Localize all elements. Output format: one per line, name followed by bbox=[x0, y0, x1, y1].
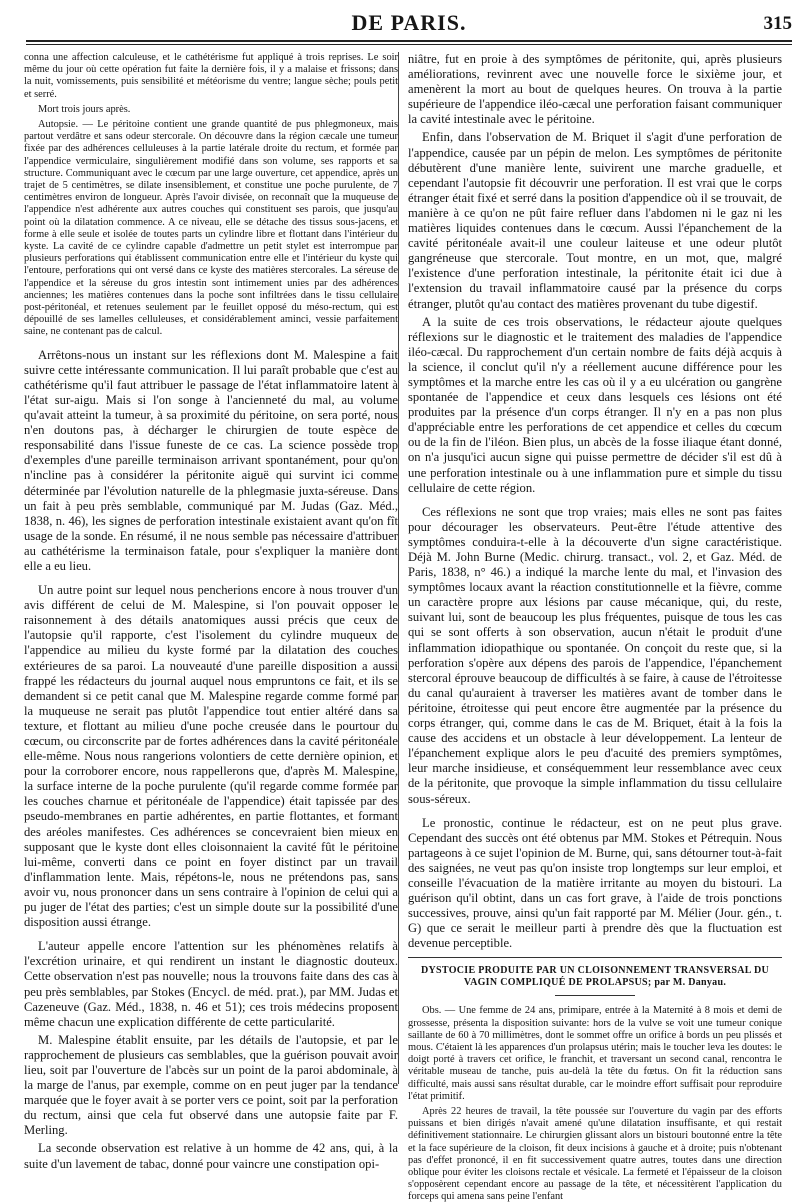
paragraph: niâtre, fut en proie à des symptômes de péritonite, qui, après plusieurs améliorations, revinrent avec une nouvelle force le sixième jour, et amenèrent la mort au bout de quelques heures. On trouva à la partie supérieure de l'appendice iléo-cæcal une perforation faisant communiquer la cavité intestinale avec le péritoine. bbox=[408, 52, 782, 127]
header-rule-thin bbox=[26, 44, 792, 45]
paragraph: Ces réflexions ne sont que trop vraies; mais elles ne sont pas faites pour décourager les observateurs. Peut-être l'étude attentive des symptômes conduira-t-elle à la découverte d'un signe caractéristique. Déjà M. John Burne (Medic. chirurg. transact., vol. 2, et Gaz. Méd. de Paris, 1838, n° 46.) a indiqué la marche lente du mal, et l'invasion des symptômes locaux avant la réaction constitutionnelle et la fièvre, comme un caractère propre aux lésions par cause mécanique, qui, du reste, suivant lui, sont de beaucoup les plus fréquentes, puisque de tous les cas qui se sont offerts à son observation, aucun n'était le produit d'une inflammation idiopathique ou spontanée. On conçoit du reste que, si la perforation s'opère aux dépens des parois de l'appendice, l'épanchement stercoral éprouve beaucoup de difficultés à se faire, à cause de l'étroitesse du canal qu'auraient à traverser les matières avant de tomber dans le péritoine, étroitesse qui peut encore être augmentée par la présence du corps étranger, qui, comme dans le cas de M. Briquet, était à la fois la cause des accidens et un obstacle à leur développement. La lenteur de l'épanchement explique alors le peu d'acuité des premiers symptômes, leur marche insidieuse, et conséquemment leur ressemblance avec ceux de la péritonite, que provoque la simple inflammation du tissu cellulaire sous-séreux. bbox=[408, 504, 782, 806]
paragraph: M. Malespine établit ensuite, par les détails de l'autopsie, et par le rapprochement de plusieurs cas semblables, que la guérison pouvait avoir lieu, soit par l'ouverture de l'abcès sur un point de la paroi abdominale, à la marge de l'anus, par exemple, comme on en peut juger par la tendance marquée que le foyer avait à se porter vers ce point, soit par la perforation du rectum, ainsi que cela fut observé dans une autopsie faite par F. Merling. bbox=[24, 1032, 398, 1138]
section-heading: DYSTOCIE PRODUITE PAR UN CLOISONNEMENT TRANSVERSAL DU VAGIN COMPLIQUÉ DE PROLAPSUS; par M. Danyau. bbox=[421, 965, 769, 989]
paragraph: Un autre point sur lequel nous pencherions encore à nous trouver d'un avis différent de celui de M. Malespine, si l'on pouvait opposer le raisonnement à des détails anatomiques aussi précis que ceux de l'autopsie qu'il rapporte, c'est l'isolement du cylindre muqueux de l'appendice au milieu du kyste formé par la dilatation des couches extérieures de sa paroi. La nouveauté d'une pareille disposition a aussi frappé les rédacteurs du journal auquel nous empruntons ce fait, et ils se demandent si ce petit canal que M. Malespine regarde comme formé par la muqueuse ne serait pas plutôt l'appendice tout entier altéré dans sa texture, et flottant au milieu d'une poche creusée dans le pourtour du cœcum, ou circonscrite par de fortes adhérences dans la cavité péritonéale elle-même. Nous nous rangerions volontiers de cette dernière opinion, et pour la corroborer encore, nous rappellerons que, d'après M. Malespine, la surface interne de la poche purulente (qu'il regarde comme formée par les couches charnue et péritonéale de l'appendice) était tapissée par des pseudo-membranes en partie adhérentes, en partie flottantes, et formant des aréoles manifestes. Ces adhérences se concevraient bien mieux en supposant que le kyste dont elles cloisonnaient la cavité fût le péritoine lui-même, converti dans ce point en foyer distinct par un travail d'inflammation lente. Mais, répétons-le, nous ne prétendons pas, sans avoir vu, nous prononcer dans un sens contraire à l'opinion de celui qui a pu juger de l'état des parties; c'est un simple doute sur la possibilité d'une disposition aussi étrange. bbox=[24, 583, 398, 930]
paragraph: L'auteur appelle encore l'attention sur les phénomènes relatifs à l'excrétion urinaire, et qui rendirent un instant le diagnostic douteux. Cette observation n'est pas nouvelle; nous la trouvons faite dans des cas à peu près semblables, par Stokes (Encycl. de méd. prat.), par MM. Judas et Cazeneuve (Gaz. Méd., 1838, n. 46 et 51); ces trois médecins proposent même chacun une explication différente de cette particularité. bbox=[24, 939, 398, 1029]
observation-paragraph: Obs. — Une femme de 24 ans, primipare, entrée à la Maternité à 8 mois et demi de grossesse, présenta la disposition suivante: hors de la vulve se voit une tumeur conique saillante de 60 à 70 millimètres, dont le sommet offre un orifice à bords un peu plissés et mous. C'étaient là les apparences d'un prolapsus utérin; mais le toucher leva les doutes: le doigt porté à travers cet orifice, le franchit, et traversant un second canal, rencontra le véritable museau de tanche, puis au-delà la tête du fœtus. On fit la réduction sans difficulté, mais aussi sans résultat durable, car le moindre effort suffisait pour reproduire l'état primitif. bbox=[408, 1005, 782, 1102]
paragraph: Enfin, dans l'observation de M. Briquet il s'agit d'une perforation de l'appendice, causée par un pépin de melon. Les symptômes de péritonite débutèrent d'une manière lente, suivirent une marche graduelle, et cependant l'autopsie fit découvrir une perforation. Il est vrai que le corps étranger était fixé et serré dans la position d'appendice où il se trouvait, de manière à ce qu'on ne pût faire refluer dans l'abdomen ni le gaz ni les matières liquides contenues dans le cœcum. Aussi l'épanchement de la cavité péritonéale avait-il une couleur laiteuse et une odeur plutôt gangréneuse que stercorale. Tout montre, en un mot, que, malgré l'existence d'une perforation intestinale, la péritonite était ici due à l'extension du travail inflammatoire causé par la présence du corps étranger, plutôt qu'au contact des matières provenant du tube digestif. bbox=[408, 130, 782, 311]
paragraph: Le pronostic, continue le rédacteur, est on ne peut plus grave. Cependant des succès ont été obtenus par MM. Stokes et Pétrequin. Nous partageons à ce sujet l'opinion de M. Burne, qui, sans détourner tout-à-fait des saignées, ne veut pas qu'on insiste trop longtemps sur leur emploi, et conseille l'évacuation de la matière irritante au moyen du bistouri. La guérison qu'il obtint, dans un cas fort grave, à l'aide de trois ponctions successives, prouve, ainsi qu'un fait rapporté par M. Mélier (Jour. gén., t. G) que ce serait le meilleur parti à prendre dès que la fluctuation est devenue perceptible. bbox=[408, 815, 782, 951]
paragraph: La seconde observation est relative à un homme de 42 ans, qui, à la suite d'un lavement de tabac, donné pour vaincre une constipation opi- bbox=[24, 1141, 398, 1171]
paragraph: Après 22 heures de travail, la tête poussée sur l'ouverture du vagin par des efforts puissans et bien dirigés n'avait amené qu'une dilatation insuffisante, et qui restait définitivement stationnaire. Le chirurgien glissant alors un bistouri boutonné entre la tête et la face supérieure de la cloison, fit deux incisions à gauche et à droite; puis n'obtenant pas d'effet prononcé, il en fit successivement quatre autres, toutes dans une direction oblique pour éviter les cloisons rectale et vésicale. La fermeté et l'épaisseur de la cloison s'opposèrent cependant encore au passage de la tête, et nécessitèrent l'application du forceps qui amena sans peine l'enfant bbox=[408, 1106, 782, 1203]
running-title: DE PARIS. bbox=[351, 10, 467, 35]
left-column bbox=[24, 52, 398, 1171]
page-header bbox=[26, 10, 792, 36]
header-rule-thick bbox=[26, 40, 792, 42]
page-number: 315 bbox=[763, 13, 792, 34]
section-rule-short bbox=[555, 995, 635, 996]
column-divider bbox=[398, 52, 399, 1084]
section-rule bbox=[408, 957, 782, 958]
paragraph: A la suite de ces trois observations, le rédacteur ajoute quelques réflexions sur le diagnostic et le traitement des maladies de l'appendice iléo-cæcal. Du rapprochement d'un certain nombre de faits déjà acquis à la science, il conclut qu'il n'y a réellement aucune différence pour les symptômes et la marche entre les cas où il y a eu ulcération ou gangrène spontanée de l'appendice et ceux dans lesquels ces lésions ont été produites par la présence d'un corps étranger. Il n'y en a pas non plus d'appréciable entre les perforations de cet appendice et celles du cœcum ou de la fin de l'iléon. Bien plus, un abcès de la fosse iliaque étant donné, on n'a jusqu'ici aucun signe qui puisse permettre de décider s'il est dû à une perforation intestinale ou à une inflammation pure et simple du tissu cellulaire de cette région. bbox=[408, 314, 782, 495]
autopsy-paragraph: Autopsie. — Le péritoine contient une grande quantité de pus phlegmoneux, mais partout verdâtre et sans odeur stercorale. On découvre dans la région cæcale une tumeur fixée par des adhérences celluleuses à la partie latérale droite du rectum, et formée par l'appendice vermiculaire, singulièrement modifié dans son volume, ses rapports et sa structure. Communiquant avec le cœcum par une large ouverture, cet appendice, après un trajet de 5 centimètres, se dilate insensiblement, et constitue une poche purulente, de 7 centimètres environ de longueur. Après l'avoir divisée, on reconnaît que la muqueuse de l'appendice n'est adhérente aux autres couches qui constituent ses parois, que jusqu'au point où la dilatation commence. A ce niveau, elle se détache des tissus sous-jacens, et forme à elle seule et isolée de toutes parts un cylindre libre et flottant dans l'intérieur du kyste. La cavité de ce cylindre capable d'admettre un petit stylet est interrompue par plusieurs perforations qui établissent communication entre elle et l'intérieur du kyste qui l'entoure, perforations qui ont versé dans ce kyste des matières stercorales. La séreuse de l'appendice et la séreuse du gros intestin sont intimement unies par des adhérences anciennes; les matières contenues dans la poche sont infiltrées dans le tissu cellulaire post-péritonéal, et retenues seulement par le feuillet opposé du méso-rectum, qui est dépouillé de ses lamelles celluleuses, et considérablement aminci, vessie parfaitement saine, ne contenant pas de calcul. bbox=[24, 119, 398, 338]
right-column bbox=[408, 52, 782, 1203]
paragraph: Mort trois jours après. bbox=[38, 103, 131, 115]
paragraph: Arrêtons-nous un instant sur les réflexions dont M. Malespine a fait suivre cette intéressante communication. Il lui paraît probable que c'est au cathétérisme qu'il faut attribuer le passage de l'état inflammatoire latent à l'état sur-aigu. Mais si l'on songe à l'ancienneté du mal, au volume qu'avait atteint la tumeur, à sa proximité du péritoine, on sera porté, nous n'en doutons pas, à décharger le chirurgien de toute espèce de responsabilité dans l'issue funeste de ce cas. La science possède trop d'exemples d'une pareille terminaison arrivant spontanément, pour qu'on n'incline pas à considérer la péritonite aiguë qui survint ici comme déterminée par l'évolution naturelle de la phlegmasie juxta-séreuse. Dans un fait à peu près semblable, communiqué par M. Judas (Gaz. Méd., 1838, n. 46), les signes de perforation intestinale existaient avant qu'on fît usage de la sonde. En résumé, il ne nous semble pas nécessaire d'attribuer au cathétérisme la terminaison fatale, pour s'expliquer la manière dont elle a eu lieu. bbox=[24, 347, 398, 573]
paragraph: conna une affection calculeuse, et le cathétérisme fut appliqué à trois reprises. Le soir même du jour où cette opération fut faite la dernière fois, il y a malaise et frissons; dans la nuit, vomissements, puis sensibilité et météorisme du ventre; langue sèche; pouls petit et serré. bbox=[24, 52, 398, 100]
